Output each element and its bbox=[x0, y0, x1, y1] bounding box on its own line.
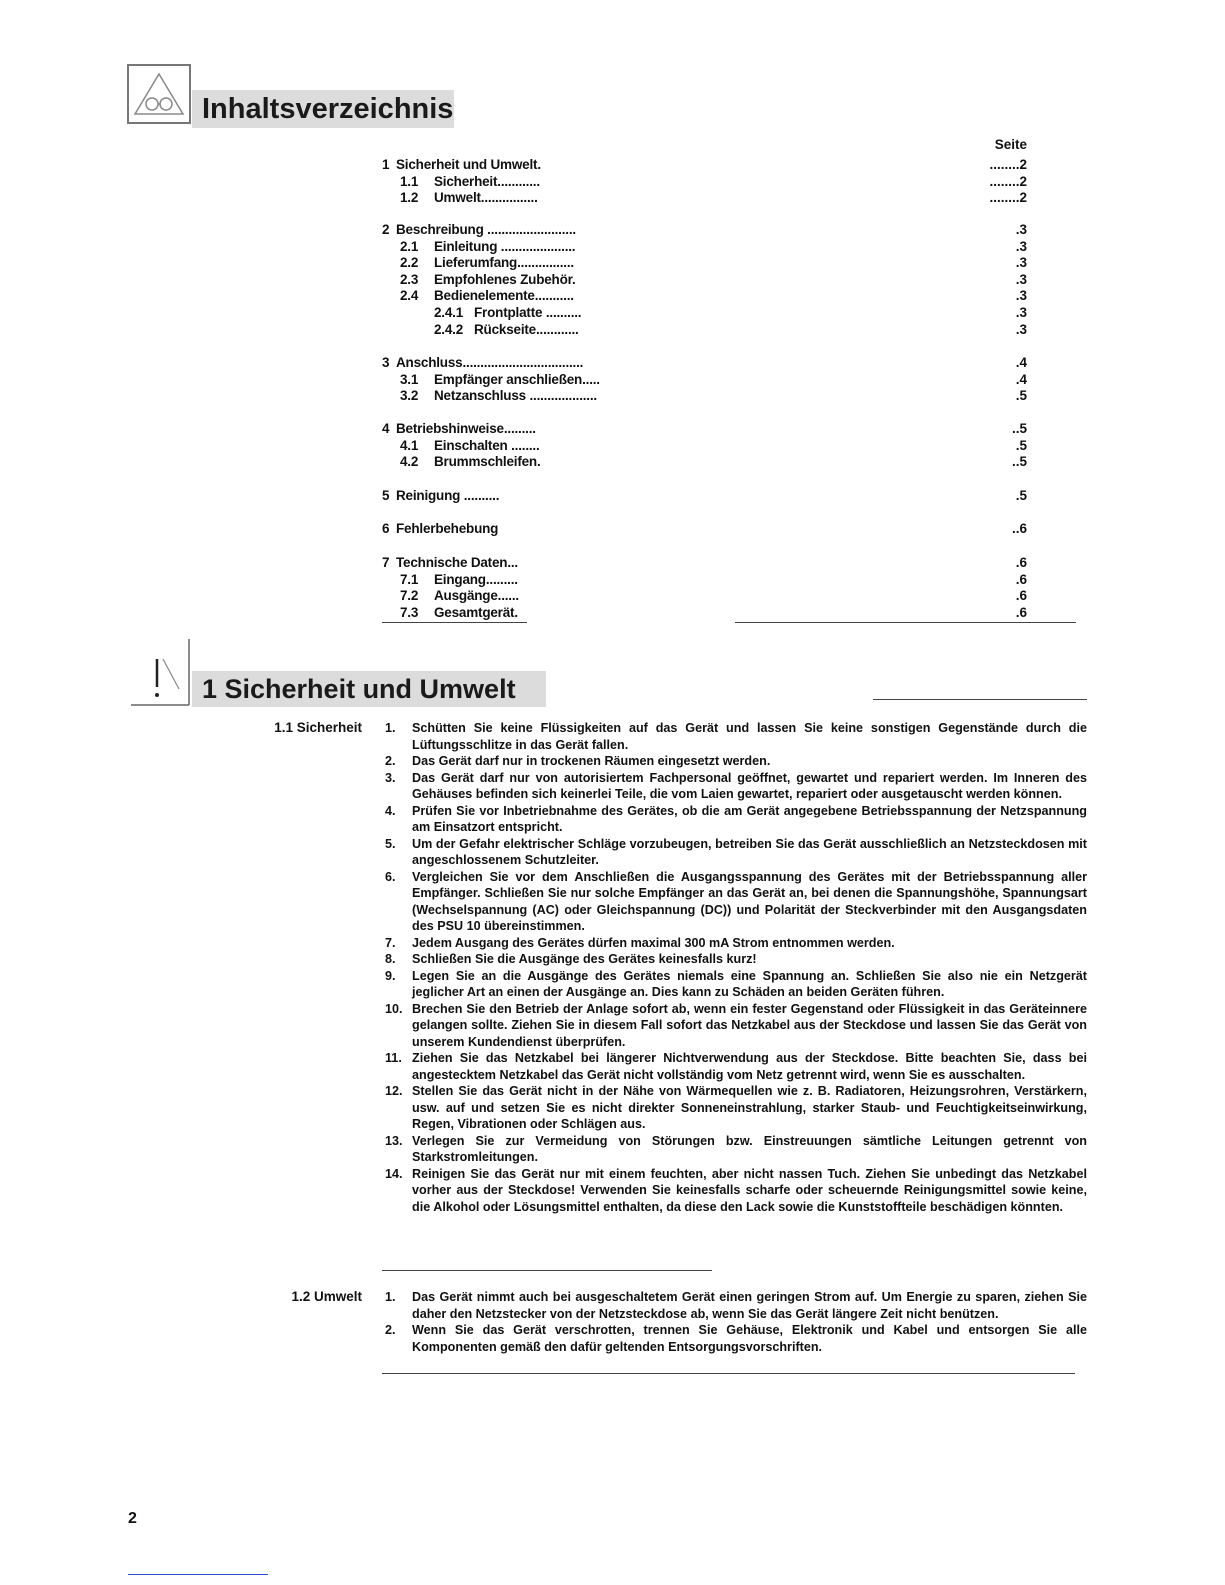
toc-entry-label: Technische Daten... bbox=[396, 555, 518, 570]
toc-entry-page: .6 bbox=[1015, 571, 1027, 587]
list-item-text: Schütten Sie keine Flüssigkeiten auf das Gerät und lassen Sie keine sonstigen Gegenstände durch die Lüftungsschlitze in das Gerät fallen. bbox=[412, 721, 1087, 752]
toc-entry-number: 2.4.1 bbox=[434, 305, 464, 320]
toc-entry-page: ..5 bbox=[1011, 454, 1027, 470]
toc-entry[interactable] bbox=[382, 555, 518, 570]
toc-entry-number: 3 bbox=[382, 355, 390, 370]
toc-entry-label: Empfänger anschließen..... bbox=[434, 371, 600, 387]
toc-entry[interactable] bbox=[400, 272, 576, 287]
safety-rule bbox=[382, 1270, 712, 1271]
toc-entry-number: 1 bbox=[382, 157, 390, 172]
toc-entry-page: .3 bbox=[1015, 238, 1027, 254]
list-item-number: 1. bbox=[385, 721, 396, 735]
list-item-number: 11. bbox=[385, 1051, 402, 1065]
list-item bbox=[385, 836, 1087, 869]
toc-entry-page: ........2 bbox=[989, 157, 1027, 172]
list-item-text: Jedem Ausgang des Gerätes dürfen maximal 300 mA Strom entnommen werden. bbox=[412, 935, 895, 950]
list-item-number: 14. bbox=[385, 1166, 403, 1181]
toc-entry-label: Sicherheit und Umwelt. bbox=[396, 157, 541, 172]
list-item bbox=[385, 720, 1087, 753]
toc-entry-page: .6 bbox=[1015, 588, 1027, 604]
list-item bbox=[385, 869, 1087, 935]
toc-entry-number: 4.1 bbox=[400, 437, 419, 453]
toc-rule-left bbox=[382, 622, 527, 623]
list-item-number: 2. bbox=[385, 754, 396, 768]
subsection-1-1-label: 1.1 Sicherheit bbox=[274, 720, 362, 735]
toc-entry-label: Einschalten ........ bbox=[434, 437, 540, 453]
toc-entry-number: 7.2 bbox=[400, 588, 419, 604]
toc-entry-page: .6 bbox=[1015, 604, 1027, 620]
list-item-number: 2. bbox=[385, 1323, 396, 1337]
toc-entry[interactable] bbox=[400, 372, 600, 387]
list-item bbox=[385, 1050, 1087, 1083]
list-item-number: 8. bbox=[385, 952, 396, 966]
safety-list bbox=[385, 720, 1087, 1215]
list-item bbox=[385, 1083, 1087, 1133]
toc-entry-label: Anschluss.................................. bbox=[396, 355, 584, 370]
subsection-1-2-label: 1.2 Umwelt bbox=[291, 1289, 362, 1304]
toc-entry-page: ..6 bbox=[1011, 521, 1027, 536]
toc-entry-number: 2.4.2 bbox=[434, 321, 464, 337]
toc-entry[interactable] bbox=[400, 588, 519, 603]
list-item bbox=[385, 753, 1087, 770]
toc-page-header: Seite bbox=[994, 137, 1027, 152]
section-1-title: 1 Sicherheit und Umwelt bbox=[192, 671, 546, 707]
toc-entry-label: Fehlerbehebung bbox=[396, 521, 499, 536]
toc-entry-page: .6 bbox=[1015, 555, 1027, 570]
toc-entry[interactable] bbox=[382, 521, 498, 536]
toc-entry[interactable] bbox=[382, 421, 536, 436]
toc-entry-page: .3 bbox=[1015, 321, 1027, 337]
list-item bbox=[385, 1322, 1087, 1355]
toc-entry[interactable] bbox=[400, 605, 518, 620]
toc-entry-label: Rückseite............ bbox=[474, 321, 579, 337]
list-item-number: 6. bbox=[385, 869, 396, 884]
toc-entry-page: .3 bbox=[1015, 288, 1027, 304]
toc-entry[interactable] bbox=[434, 322, 579, 337]
toc-entry-number: 3.2 bbox=[400, 388, 419, 404]
list-item-number: 4. bbox=[385, 803, 396, 818]
list-item-text: Legen Sie an die Ausgänge des Gerätes niemals eine Spannung an. Schließen Sie also nie ein Netzgerät jeglicher Art an einen der Ausgänge an. Dies kann zu Schäden an beiden Geräten führen. bbox=[412, 968, 1087, 999]
list-item-number: 5. bbox=[385, 836, 396, 851]
toc-entry[interactable] bbox=[400, 255, 574, 270]
list-item-text: Vergleichen Sie vor dem Anschließen die Ausgangsspannung des Gerätes mit der Betriebsspannung aller Empfänger. Schließen Sie nur solche Empfänger an das Gerät an, bei denen die Spannungshöhe, Spannungsart (Wechselspannung (AC) oder Gleichspannung (DC)) und Polarität der Steckverbinder mit den Ausgangsdaten des PSU 10 übereinstimmen. bbox=[412, 869, 1087, 933]
list-item-text: Das Gerät nimmt auch bei ausgeschaltetem Gerät einen geringen Strom auf. Um Energie zu sparen, ziehen Sie daher den Netzstecker von der Netzsteckdose ab, wenn Sie das Gerät längere Zeit nicht benützen. bbox=[412, 1290, 1087, 1321]
toc-entry-page: .3 bbox=[1015, 222, 1027, 237]
list-item-number: 1. bbox=[385, 1290, 396, 1304]
toc-entry-label: Netzanschluss ................... bbox=[434, 388, 597, 404]
toc-entry-label: Betriebshinweise......... bbox=[396, 421, 536, 436]
toc-entry-number: 2.4 bbox=[400, 288, 419, 304]
toc-entry-page: .5 bbox=[1015, 488, 1027, 503]
list-item bbox=[385, 935, 1087, 952]
toc-entry[interactable] bbox=[400, 454, 541, 469]
toc-entry-number: 2.3 bbox=[400, 271, 419, 287]
toc-entry-number: 7.1 bbox=[400, 571, 419, 587]
list-item-number: 13. bbox=[385, 1133, 403, 1148]
toc-entry-label: Bedienelemente........... bbox=[434, 288, 574, 304]
list-item-text: Stellen Sie das Gerät nicht in der Nähe von Wärmequellen wie z. B. Radiatoren, Heizungsrohren, Verstärkern, usw. auf und setzen Sie es nicht direkter Sonneneinstrahlung, starker Staub- und Feuchtigkeitseinwirkung, Regen, Vibrationen oder Schlägen aus. bbox=[412, 1084, 1087, 1131]
toc-entry-page: .5 bbox=[1015, 388, 1027, 404]
section-1-rule bbox=[873, 699, 1087, 700]
list-item-number: 3. bbox=[385, 770, 396, 785]
toc-entry-label: Frontplatte .......... bbox=[474, 305, 582, 320]
list-item bbox=[385, 1166, 1087, 1216]
toc-entry-number: 7.3 bbox=[400, 604, 419, 620]
footer-line bbox=[128, 1574, 268, 1575]
toc-entry-number: 6 bbox=[382, 521, 390, 536]
list-item-text: Brechen Sie den Betrieb der Anlage sofort ab, wenn ein fester Gegenstand oder Flüssigkeit in das Geräteinnere gelangen sollte. Ziehen Sie in diesem Fall sofort das Netzkabel aus der Steckdose und lassen Sie das Gerät von unserem Kundendienst überprüfen. bbox=[412, 1001, 1087, 1049]
toc-entry-page: .4 bbox=[1015, 355, 1027, 370]
toc-entry-number: 2 bbox=[382, 222, 390, 237]
list-item-number: 12. bbox=[385, 1084, 403, 1098]
toc-entry[interactable] bbox=[400, 438, 540, 453]
toc-entry-number: 1.1 bbox=[400, 173, 419, 189]
toc-title: Inhaltsverzeichnis bbox=[192, 90, 454, 128]
toc-rule-right bbox=[735, 622, 1076, 623]
list-item bbox=[385, 770, 1087, 803]
list-item bbox=[385, 1289, 1087, 1322]
toc-entry-number: 2.2 bbox=[400, 255, 419, 271]
toc-entry[interactable] bbox=[400, 388, 597, 403]
environment-rule bbox=[382, 1373, 1075, 1374]
toc-entry[interactable] bbox=[382, 222, 576, 237]
warning-icon bbox=[127, 637, 191, 707]
toc-entry-label: Einleitung ..................... bbox=[434, 238, 576, 254]
toc-entry[interactable] bbox=[382, 157, 541, 172]
toc-entry-label: Gesamtgerät. bbox=[434, 604, 518, 620]
toc-entry-page: ........2 bbox=[989, 173, 1027, 189]
toc-entry-page: .5 bbox=[1015, 437, 1027, 453]
toc-entry-page: .3 bbox=[1015, 305, 1027, 320]
toc-entry[interactable] bbox=[434, 305, 581, 320]
toc-entry-number: 1.2 bbox=[400, 190, 419, 206]
toc-entry-number: 7 bbox=[382, 555, 390, 570]
list-item-text: Verlegen Sie zur Vermeidung von Störungen bzw. Einstreuungen sämtliche Leitungen getrennt von Starkstromleitungen. bbox=[412, 1133, 1087, 1164]
list-item bbox=[385, 803, 1087, 836]
toc-entry-label: Sicherheit............ bbox=[434, 173, 540, 189]
toc-entry-label: Empfohlenes Zubehör. bbox=[434, 271, 576, 287]
toc-entry-page: ........2 bbox=[989, 190, 1027, 206]
list-item bbox=[385, 1133, 1087, 1166]
list-item-number: 9. bbox=[385, 968, 396, 983]
toc-entry-page: .3 bbox=[1015, 271, 1027, 287]
toc-entry-number: 3.1 bbox=[400, 371, 419, 387]
toc-entry[interactable] bbox=[400, 174, 540, 189]
list-item-text: Um der Gefahr elektrischer Schläge vorzubeugen, betreiben Sie das Gerät ausschließlich an Netzsteckdosen mit angeschlossenem Schutzleiter. bbox=[412, 836, 1087, 867]
toc-entry[interactable] bbox=[400, 190, 538, 205]
toc-entry-label: Eingang......... bbox=[434, 571, 518, 587]
list-item-text: Prüfen Sie vor Inbetriebnahme des Gerätes, ob die am Gerät angegebene Betriebsspannung der Netzspannung am Einsatzort entspricht. bbox=[412, 803, 1087, 834]
toc-entry-label: Reinigung .......... bbox=[396, 488, 500, 503]
toc-entry[interactable] bbox=[400, 288, 574, 303]
toc-entry[interactable] bbox=[382, 355, 583, 370]
toc-entry-label: Lieferumfang................ bbox=[434, 255, 574, 271]
toc-entry-label: Beschreibung ......................... bbox=[396, 222, 576, 237]
toc-entry-number: 4.2 bbox=[400, 454, 419, 470]
list-item bbox=[385, 951, 1087, 968]
list-item-text: Schließen Sie die Ausgänge des Gerätes keinesfalls kurz! bbox=[412, 952, 757, 966]
toc-entry-page: ..5 bbox=[1011, 421, 1027, 436]
list-item-text: Ziehen Sie das Netzkabel bei längerer Nichtverwendung aus der Steckdose. Bitte beachten Sie, dass bei angestecktem Netzkabel das Gerät nicht vollständig vom Netz getrennt wird, wenn Sie es ausschalten. bbox=[412, 1051, 1087, 1082]
toc-entry[interactable] bbox=[400, 239, 575, 254]
page-number: 2 bbox=[128, 1510, 137, 1527]
list-item-text: Das Gerät darf nur in trockenen Räumen eingesetzt werden. bbox=[412, 754, 771, 768]
toc-entry-page: .3 bbox=[1015, 255, 1027, 271]
toc-entry-number: 2.1 bbox=[400, 238, 419, 254]
glasses-triangle-icon bbox=[129, 66, 189, 122]
toc-entry-label: Brummschleifen. bbox=[434, 454, 541, 470]
list-item-number: 10. bbox=[385, 1001, 403, 1016]
toc-entry[interactable] bbox=[382, 488, 499, 503]
read-manual-icon bbox=[127, 64, 191, 124]
toc-entry-number: 5 bbox=[382, 488, 390, 503]
list-item-text: Das Gerät darf nur von autorisiertem Fachpersonal geöffnet, gewartet und repariert werden. Im Inneren des Gehäuses befinden sich keinerlei Teile, die vom Laien gewartet, repariert oder ausgetauscht werden können. bbox=[412, 770, 1087, 801]
toc-entry[interactable] bbox=[400, 572, 518, 587]
list-item-text: Wenn Sie das Gerät verschrotten, trennen Sie Gehäuse, Elektronik und Kabel und entsorgen Sie alle Komponenten gemäß den dafür geltenden Entsorgungsvorschriften. bbox=[412, 1323, 1087, 1354]
environment-list bbox=[385, 1289, 1087, 1355]
toc-entry-page: .4 bbox=[1015, 371, 1027, 387]
toc-entry-label: Ausgänge...... bbox=[434, 588, 519, 604]
list-item-number: 7. bbox=[385, 935, 396, 950]
toc-entry-label: Umwelt................ bbox=[434, 190, 538, 206]
list-item-text: Reinigen Sie das Gerät nur mit einem feuchten, aber nicht nassen Tuch. Ziehen Sie unbedingt das Netzkabel vorher aus der Steckdose! Verwenden Sie keinesfalls scharfe oder scheuernde Reinigungsmittel sowie keine, die Alkohol oder Lösungsmittel enthalten, da diese den Lack sowie die Kunststoffteile beschädigen könnten. bbox=[412, 1166, 1087, 1214]
list-item bbox=[385, 1001, 1087, 1051]
list-item bbox=[385, 968, 1087, 1001]
toc-entry-number: 4 bbox=[382, 421, 390, 436]
